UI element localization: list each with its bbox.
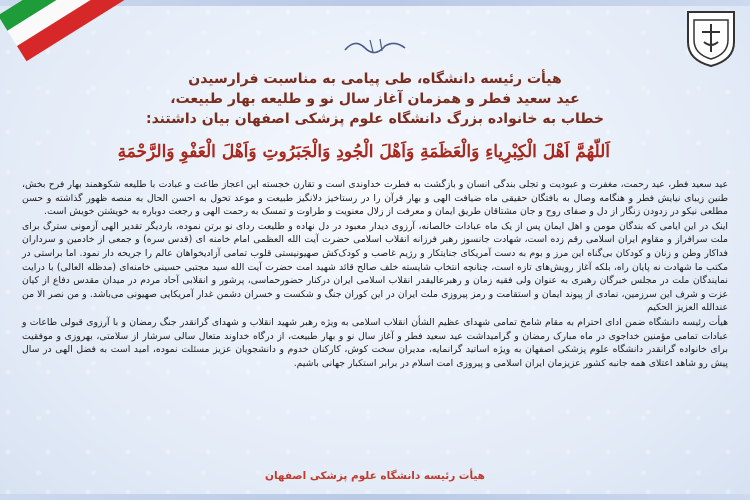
university-logo-icon	[682, 8, 740, 68]
signature: هیأت رئیسه دانشگاه علوم پزشکی اصفهان	[265, 470, 485, 482]
headline-line-2: عید سعید فطر و همزمان آغاز سال نو و طلیعه بهار طبیعت،	[170, 91, 580, 107]
bottom-border	[0, 494, 750, 500]
paragraph-1: عید سعید فطر، عید رحمت، مغفرت و عبودیت و تجلی بندگی انسان و بازگشت به فطرت خداوندی است و تقارن خجسته این اعجاز طاعت و عبادت با طلیعه شکوهمند بهار فرح بخش، طنین زیبای نیایش فطر و هنگامه وصال به بافتگان حقیقی ماه ضیافت الهی و بهار قرآن را در رستاخیز دلانگیز طبیعت و موعد تحول به احسن الحال به منصه ظهور گذاشته و حسن مطلعی نیکو در زدودن زنگار از دل و صفای روح و جان مشتاقان طریق ایمان و معرفت از زلال معنویت و طراوت و تمسک به رحمت الهی و رجعت دوباره به خویشتن خویش است.	[22, 179, 728, 218]
headline-line-1: هیأت رئیسه دانشگاه، طی پیامی به مناسبت فرارسیدن	[188, 71, 562, 87]
message-body	[22, 178, 728, 371]
paragraph-3: هیأت رئیسه دانشگاه ضمن ادای احترام به مقام شامخ تمامی شهدای عظیم الشأن انقلاب اسلامی به ویژه رهبر شهید انقلاب و شهدای گرانقدر جنگ رمضان و با آرزوی قبولی طاعات و عبادات تمامی مؤمنین خداجوی در ماه مبارک رمضان و گرامیداشت عید سعید فطر و آغاز سال نو و بهار طبیعت، از درگاه خداوند متعال سالی سرشار از سلامتی، بهروزی و موفقیت برای خانواده گرانقدر دانشگاه علوم پزشکی اصفهان به ویژه اساتید گرانمایه، مدیران سخت کوش، کارکنان خدوم و دانشجویان عزیز مسئلت نموده، امید است به فضل الهی در سال پیش رو شاهد اعتلای همه جانبه کشور عزیزمان ایران اسلامی و پیروزی امت اسلام در برابر استکبار جهانی باشیم.	[22, 316, 728, 369]
bismillah-calligraphy	[340, 34, 410, 56]
headline-line-3: خطاب به خانواده بزرگ دانشگاه علوم پزشکی اصفهان بیان داشتند:	[145, 111, 605, 127]
paragraph-2: اینک در این ایامی که بندگان مومن و اهل ایمان پس از یک ماه عبادات خالصانه، آرزوی دیدار معبود در دل نهاده و طلیعت ردای نو برتن نموده، باردیگر تقدیر الهی آزمونی سترگ برای ملت سرافراز و مقاوم ایران اسلامی رقم زده است، شهادت جانسوز رهبر فرزانه انقلاب اسلامی حضرت آیت الله العظمی امام خامنه ای (قدس سره) و جمعی از خادمین و سرداران فداکار وطن و زنان و کودکان بی‌گناه این مرز و بوم به دست آمریکای جنایتکار و رژیم غاصب و کودک‌کش صهیونیستی قلوب تمامی آزادیخواهان عالم را جریحه دار نمود. اما براستی در مکتب ما شهادت نه پایان راه، بلکه آغاز رویش‌های تازه است، چنانچه انتخاب شایسته خلف صالح قائد شهید امت حضرت آیت الله سید مجتبی حسینی خامنه‌ای (مدظله العالی) با درایت نمایندگان ملت در مجلس خبرگان رهبری به عنوان ولی فقیه زمان و رهبرعالیقدر انقلاب اسلامی ایران درکنار حضورحماسی، پرشور و انقلابی آحاد مردم در میدان مقدس دفاع از کیان عزت و شرف این سرزمین، نمادی از پیوند ایمان و استقامت و رمز پیروزی ملت ایران در این کوران جنگ و شکست و خسران دشمن غدار آمریکایی صهیونی می‌باشد. و من نصر الا من عندالله العزیز الحکیم	[22, 220, 728, 314]
prayer-verse: اَللّهُمَّ اَهْلَ الْکِبْرِیاءِ وَالْعَظَمَةِ وَاَهْلَ الْجُودِ وَالْجَبَرُوتِ وَاَهْلَ الْعَفْوِ وَالرَّحْمَةِ	[117, 142, 610, 162]
